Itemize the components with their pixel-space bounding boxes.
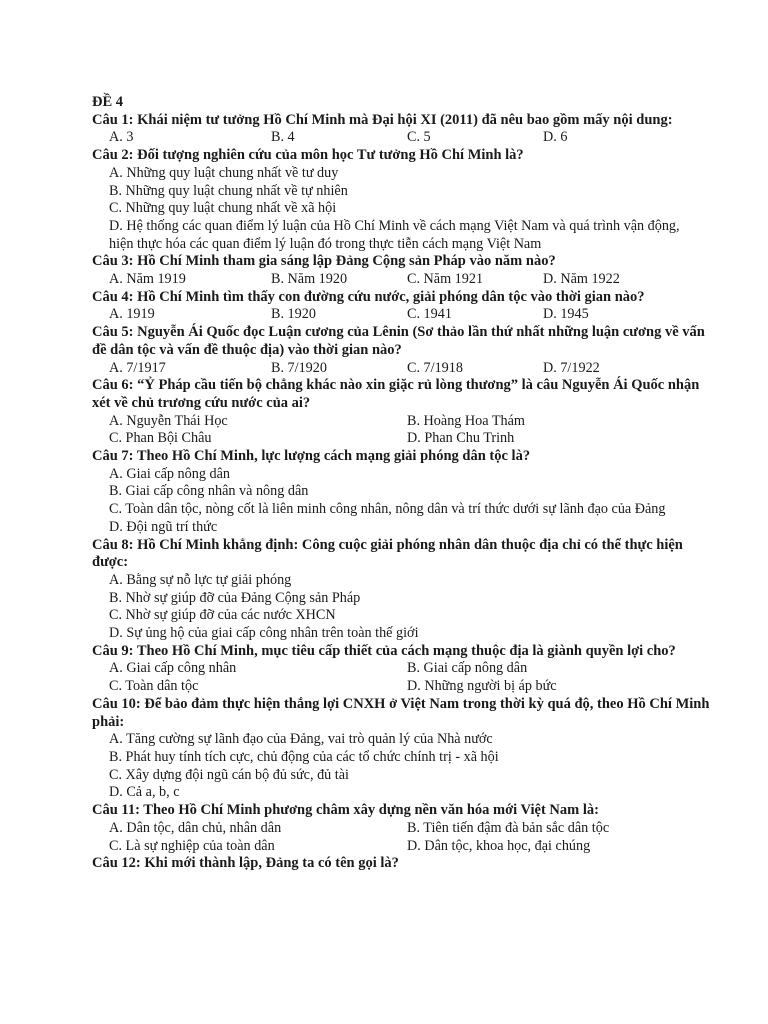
option-d: D. 6 [543, 129, 568, 146]
option-c: C. Phan Bội Châu [109, 430, 212, 447]
option-b: B. Tiên tiến đậm đà bản sắc dân tộc [407, 819, 610, 836]
option-b: B. Phát huy tính tích cực, chủ động của các tổ chức chính trị - xã hội [109, 749, 499, 765]
option-c: C. Là sự nghiệp của toàn dân [109, 837, 275, 854]
option-b: B. 4 [271, 129, 295, 146]
option-c: C. Năm 1921 [407, 271, 484, 288]
question-8: Câu 8: Hồ Chí Minh khẳng định: Công cuộc giải phóng nhân dân thuộc địa chỉ có thể thực hiện được: [92, 536, 683, 571]
option-b: B. 1920 [271, 306, 316, 323]
option-a: A. Nguyễn Thái Học [109, 412, 228, 429]
option-d: D. 1945 [543, 306, 589, 323]
question-8-options [109, 572, 768, 643]
question-2-options [109, 165, 768, 254]
option-d: D. Dân tộc, khoa học, đại chúng [407, 837, 591, 854]
option-a: A. Những quy luật chung nhất về tư duy [109, 164, 339, 181]
question-9-options [109, 660, 768, 695]
option-a: A. Bằng sự nỗ lực tự giải phóng [109, 571, 292, 588]
option-d: D. Sự ủng hộ của giai cấp công nhân trên toàn thế giới [109, 625, 419, 642]
option-d: D. Hệ thống các quan điểm lý luận của Hồ Chí Minh về cách mạng Việt Nam và quá trình vận động, hiện thực hóa các quan điểm lý luận đó trong thực tiễn cách mạng Việt Nam [109, 217, 680, 252]
question-6: Câu 6: “Ỷ Pháp cầu tiến bộ chẳng khác nào xin giặc rủ lòng thương” là câu Nguyễn Ái Quốc nhận xét về chủ trương cứu nước của ai? [92, 377, 700, 411]
option-b: B. Năm 1920 [271, 271, 348, 288]
option-c: C. 5 [407, 129, 431, 146]
option-b: B. Giai cấp nông dân [407, 660, 528, 677]
option-b: B. Giai cấp công nhân và nông dân [109, 483, 309, 500]
option-c: C. Nhờ sự giúp đỡ của các nước XHCN [109, 607, 336, 624]
option-b: B. 7/1920 [271, 359, 327, 376]
option-a: A. Giai cấp nông dân [109, 465, 230, 482]
option-b: B. Hoàng Hoa Thám [407, 412, 525, 429]
option-c: C. Toàn dân tộc, nòng cốt là liên minh công nhân, nông dân và trí thức dưới sự lãnh đạo của Đảng [109, 501, 666, 518]
option-a: A. 3 [109, 129, 134, 146]
question-3: Câu 3: Hồ Chí Minh tham gia sáng lập Đảng Cộng sản Pháp vào năm nào? [92, 253, 556, 270]
option-c: C. 1941 [407, 306, 452, 323]
option-d: D. Phan Chu Trinh [407, 430, 515, 447]
option-a: A. Dân tộc, dân chủ, nhân dân [109, 819, 282, 836]
question-5: Câu 5: Nguyễn Ái Quốc đọc Luận cương của Lênin (Sơ thảo lần thứ nhất những luận cương về vấn đề dân tộc và vấn đề thuộc địa) vào thời gian nào? [92, 324, 705, 358]
question-5-options [109, 360, 768, 378]
question-10-options [109, 731, 768, 802]
option-d: D. Năm 1922 [543, 271, 620, 288]
option-c: C. 7/1918 [407, 359, 463, 376]
option-b: B. Nhờ sự giúp đỡ của Đảng Cộng sản Pháp [109, 589, 361, 606]
option-d: D. Đội ngũ trí thức [109, 518, 218, 535]
option-c: C. Xây dựng đội ngũ cán bộ đủ sức, đủ tài [109, 766, 349, 783]
option-a: A. Năm 1919 [109, 271, 186, 288]
option-a: A. Giai cấp công nhân [109, 660, 237, 677]
option-d: D. 7/1922 [543, 359, 600, 376]
question-1: Câu 1: Khái niệm tư tưởng Hồ Chí Minh mà Đại hội XI (2011) đã nêu bao gồm mấy nội dung: [92, 111, 673, 128]
question-11-options [109, 820, 768, 855]
option-a: A. Tăng cường sự lãnh đạo của Đảng, vai trò quản lý của Nhà nước [109, 731, 493, 748]
question-9: Câu 9: Theo Hồ Chí Minh, mục tiêu cấp thiết của cách mạng thuộc địa là giành quyền lợi cho? [92, 642, 676, 659]
option-c: C. Những quy luật chung nhất về xã hội [109, 200, 337, 217]
option-a: A. 1919 [109, 306, 155, 323]
option-b: B. Những quy luật chung nhất về tự nhiên [109, 182, 348, 199]
question-7: Câu 7: Theo Hồ Chí Minh, lực lượng cách mạng giải phóng dân tộc là? [92, 448, 531, 465]
option-d: D. Những người bị áp bức [407, 678, 557, 695]
option-c: C. Toàn dân tộc [109, 678, 199, 695]
question-4-options [109, 306, 768, 324]
question-6-options [109, 413, 768, 448]
question-2: Câu 2: Đối tượng nghiên cứu của môn học Tư tưởng Hồ Chí Minh là? [92, 147, 524, 164]
question-4: Câu 4: Hồ Chí Minh tìm thấy con đường cứu nước, giải phóng dân tộc vào thời gian nào? [92, 288, 645, 305]
question-3-options [109, 271, 768, 289]
question-12: Câu 12: Khi mới thành lập, Đảng ta có tên gọi là? [92, 855, 399, 872]
option-d: D. Cả a, b, c [109, 784, 180, 801]
question-7-options [109, 466, 768, 537]
question-11: Câu 11: Theo Hồ Chí Minh phương châm xây dựng nền văn hóa mới Việt Nam là: [92, 802, 599, 819]
question-1-options [109, 129, 768, 147]
exam-title: ĐỀ 4 [92, 94, 124, 110]
question-10: Câu 10: Để bảo đảm thực hiện thắng lợi CNXH ở Việt Nam trong thời kỳ quá độ, theo Hồ Chí Minh phải: [92, 695, 710, 730]
option-a: A. 7/1917 [109, 359, 166, 376]
